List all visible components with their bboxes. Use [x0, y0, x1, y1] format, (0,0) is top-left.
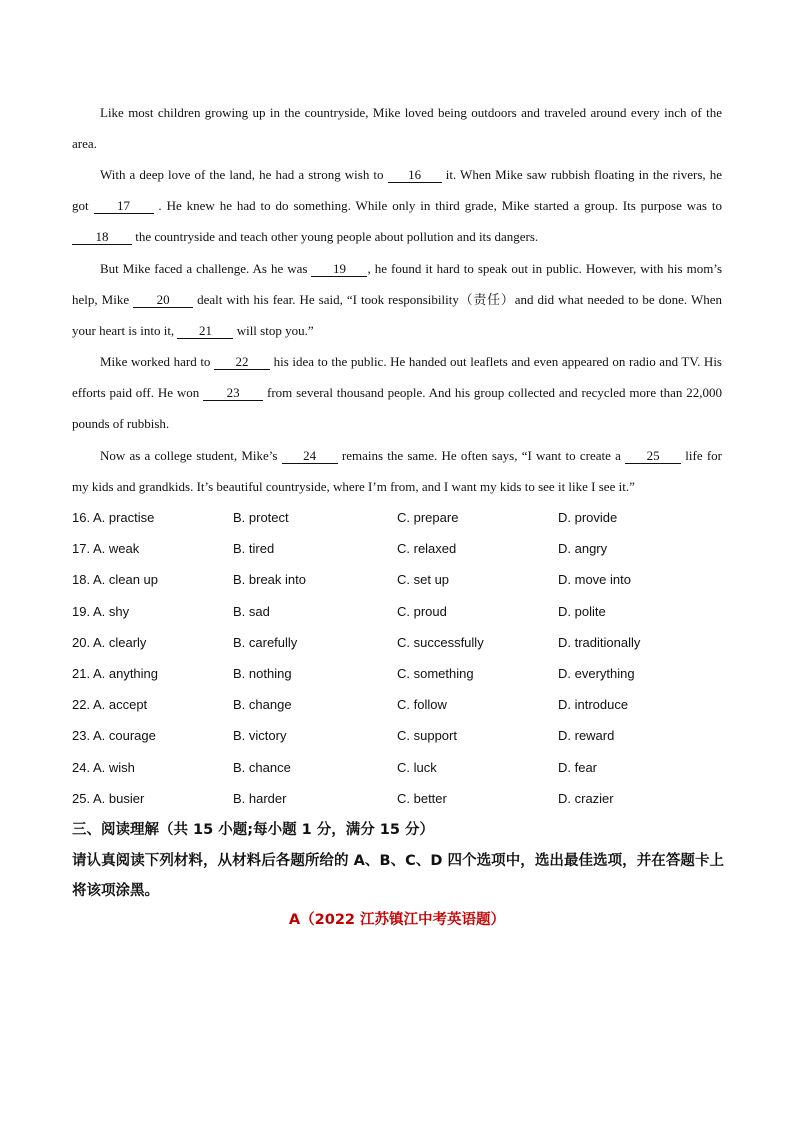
- option-c: C. relaxed: [397, 541, 457, 557]
- blank-22: 22: [214, 355, 270, 370]
- section-instructions: 请认真阅读下列材料，从材料后各题所给的 A、B、C、D 四个选项中，选出最佳选项，并在答题卡上将该项涂黑。: [72, 853, 724, 899]
- option-row-25: [72, 783, 732, 814]
- option-b: B. victory: [233, 728, 287, 744]
- option-a: 24. A. wish: [72, 759, 135, 775]
- option-row-19: [72, 596, 732, 627]
- option-a: 22. A. accept: [72, 697, 148, 713]
- option-d: D. provide: [558, 510, 618, 525]
- option-row-23: [72, 720, 732, 751]
- blank-24: 24: [282, 449, 338, 464]
- option-a: 21. A. anything: [72, 665, 159, 681]
- option-c: C. better: [397, 790, 447, 806]
- paragraph-2-text-2: it. When Mike saw rubbish floating in the rivers, he got: [72, 167, 723, 214]
- paragraph-4-text-2: his idea to the public. He handed out leaflets and even appeared on radio and TV. His efforts paid off. He won: [72, 354, 722, 401]
- paragraph-3-text-2: , he found it hard to speak out in public. However, with his mom’s help, Mike: [72, 261, 723, 308]
- option-d: D. fear: [558, 759, 598, 775]
- option-b: B. nothing: [233, 665, 292, 681]
- option-b: B. protect: [233, 510, 289, 525]
- paragraph-2-text-4: the countryside and teach other young people about pollution and its dangers.: [132, 229, 539, 245]
- paragraph-3-text-3: dealt with his fear. He said, “I took responsibility（责任）and did what needed to be done. When your heart is into it,: [72, 292, 722, 339]
- option-d: D. introduce: [558, 697, 629, 713]
- option-c: C. follow: [397, 697, 447, 713]
- paragraph-4-text-3: from several thousand people. And his group collected and recycled more than 22,000 pounds of rubbish.: [72, 385, 722, 432]
- option-a: 19. A. shy: [72, 603, 130, 619]
- option-d: D. crazier: [558, 790, 614, 806]
- paragraph-4-text-1: Mike worked hard to: [100, 354, 215, 369]
- paragraph-2-text-3: . He knew he had to do something. While only in third grade, Mike started a group. Its purpose was to: [153, 198, 722, 214]
- option-a: 20. A. clearly: [72, 634, 147, 650]
- option-row-22: [72, 689, 732, 720]
- section-title: 三、阅读理解（共 15 小题;每小题 1 分，满分 15 分）: [72, 822, 435, 838]
- option-a: 23. A. courage: [72, 728, 156, 744]
- paragraph-5: [72, 440, 722, 502]
- option-a: 25. A. busier: [72, 790, 145, 806]
- paragraph-3-text-1: But Mike faced a challenge. As he was: [100, 261, 312, 276]
- paragraph-2-text-1: With a deep love of the land, he had a strong wish to: [100, 167, 388, 182]
- paragraph-1: [72, 97, 722, 159]
- option-a: 17. A. weak: [72, 541, 140, 557]
- paragraph-3: [72, 253, 722, 347]
- paragraph-3-text-4: will stop you.”: [233, 323, 314, 339]
- option-d: D. traditionally: [558, 634, 641, 650]
- blank-25: 25: [625, 449, 681, 464]
- option-row-17: [72, 533, 732, 564]
- option-c: C. successfully: [397, 634, 484, 650]
- option-c: C. prepare: [397, 510, 459, 525]
- option-c: C. proud: [397, 603, 447, 619]
- option-b: B. harder: [233, 790, 287, 806]
- paragraph-4: [72, 346, 722, 440]
- paragraph-1-text: Like most children growing up in the countryside, Mike loved being outdoors and traveled around every inch of the area.: [72, 105, 722, 152]
- blank-21: 21: [177, 324, 233, 339]
- blank-20: 20: [133, 293, 193, 308]
- option-d: D. reward: [558, 728, 615, 744]
- option-d: D. everything: [558, 665, 635, 681]
- passage-heading: A（2022 江苏镇江中考英语题）: [288, 912, 506, 928]
- option-b: B. change: [233, 697, 292, 713]
- option-d: D. move into: [558, 572, 631, 588]
- option-c: C. something: [397, 665, 474, 681]
- paragraph-5-text-2: remains the same. He often says, “I want to create a: [337, 448, 626, 463]
- answer-options: [72, 502, 732, 814]
- option-d: D. polite: [558, 603, 606, 619]
- blank-16: 16: [388, 168, 442, 183]
- option-b: B. chance: [233, 759, 291, 775]
- option-c: C. luck: [397, 759, 437, 775]
- option-b: B. sad: [233, 603, 270, 619]
- option-a: 16. A. practise: [72, 510, 155, 525]
- option-c: C. set up: [397, 572, 450, 588]
- option-row-24: [72, 752, 732, 783]
- option-a: 18. A. clean up: [72, 572, 159, 588]
- paragraph-5-text-3: life for my kids and grandkids. It’s beautiful countryside, where I’m from, and I want my kids to see it like I see it.”: [72, 448, 722, 495]
- option-c: C. support: [397, 728, 457, 744]
- blank-19: 19: [311, 262, 367, 277]
- option-b: B. tired: [233, 541, 275, 557]
- option-b: B. break into: [233, 572, 306, 588]
- option-d: D. angry: [558, 541, 608, 557]
- blank-23: 23: [203, 386, 263, 401]
- option-row-20: [72, 627, 732, 658]
- option-row-18: [72, 564, 732, 595]
- option-row-16: [72, 502, 732, 533]
- paragraph-2: [72, 159, 722, 253]
- blank-18: 18: [72, 230, 132, 245]
- option-b: B. carefully: [233, 634, 298, 650]
- paragraph-5-text-1: Now as a college student, Mike’s: [100, 448, 282, 463]
- blank-17: 17: [94, 199, 154, 214]
- option-row-21: [72, 658, 732, 689]
